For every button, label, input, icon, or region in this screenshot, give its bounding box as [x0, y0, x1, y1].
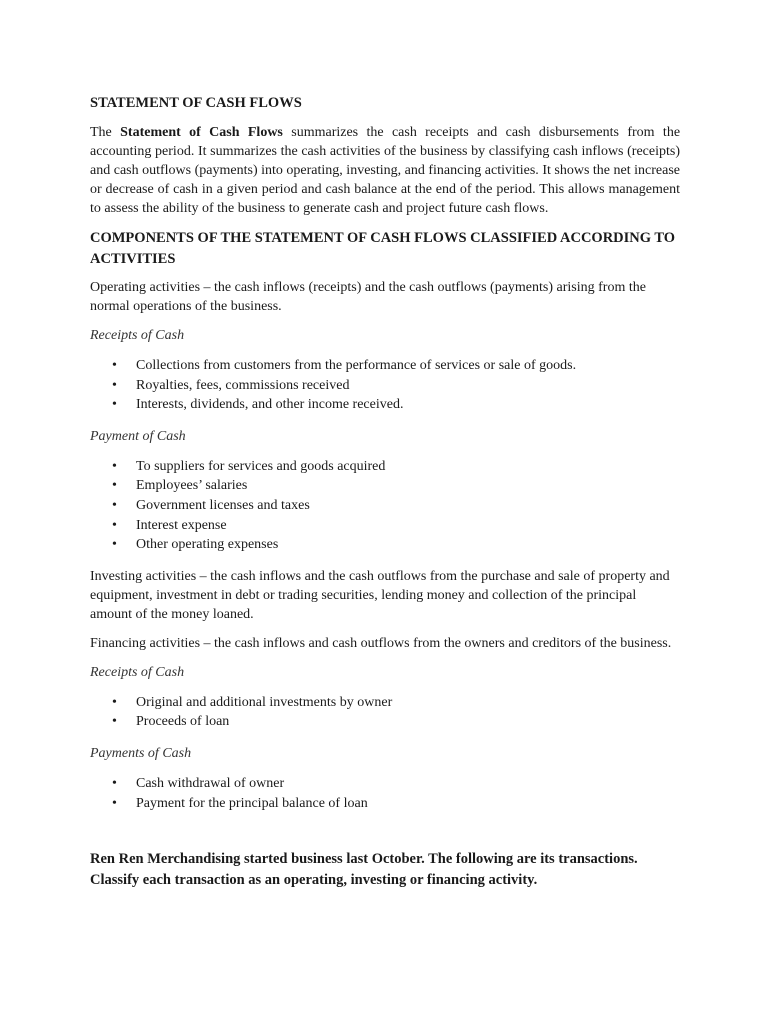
bullet-icon: •: [112, 458, 117, 474]
investing-paragraph: Investing activities – the cash inflows and the cash outflows from the purchase and sale of property and equipment, investment in debt or trading securities, lending money and collection of the principal amount of the money loaned.: [90, 568, 670, 622]
list-item: • Interest expense: [90, 516, 680, 536]
list-item: • Other operating expenses: [90, 535, 680, 555]
financing-payments-label: Payments of Cash: [90, 745, 192, 761]
intro-lead: The: [90, 125, 121, 140]
operating-receipts-label: Receipts of Cash: [90, 328, 185, 343]
operating-paragraph: Operating activities – the cash inflows (receipts) and the cash outflows (payments) arising from the normal operations of the business.: [90, 280, 646, 314]
list-item: • Payment for the principal balance of loan: [90, 794, 680, 814]
list-item: • Collections from customers from the performance of services or sale of goods.: [90, 356, 680, 376]
intro-term: Statement of Cash Flows: [120, 125, 283, 140]
bullet-icon: •: [112, 397, 117, 413]
financing-paragraph: Financing activities – the cash inflows and cash outflows from the owners and creditors of the business.: [90, 635, 672, 651]
bullet-icon: •: [112, 478, 117, 494]
closing-instruction: Ren Ren Merchandising started business last October. The following are its transactions. Classify each transaction as an operating, investing or financing activity.: [90, 851, 638, 889]
bullet-icon: •: [112, 795, 117, 811]
intro-rest: summarizes the cash receipts and cash disbursements from the accounting period. It summarizes the cash activities of the business by classifying cash inflows (receipts) and cash outflows (payments) into operating, investing, and financing activities. It shows the net increase or decrease of cash in a given period and cash balance at the end of the period. This allows management to assess the ability of the business to generate cash and project future cash flows.: [90, 125, 681, 216]
bullet-icon: •: [112, 497, 117, 513]
bullet-icon: •: [112, 537, 117, 553]
bullet-icon: •: [112, 694, 117, 710]
bullet-icon: •: [112, 517, 117, 533]
document-title: STATEMENT OF CASH FLOWS: [90, 95, 302, 111]
intro-paragraph: [90, 123, 680, 218]
operating-payments-label: Payment of Cash: [90, 428, 186, 444]
operating-receipts-list: [90, 356, 680, 415]
list-item: • Cash withdrawal of owner: [90, 774, 680, 794]
bullet-icon: •: [112, 714, 117, 730]
bullet-icon: •: [112, 358, 117, 373]
list-item: • To suppliers for services and goods acquired: [90, 457, 680, 477]
list-item: • Original and additional investments by owner: [90, 693, 680, 713]
components-heading: COMPONENTS OF THE STATEMENT OF CASH FLOWS CLASSIFIED ACCORDING TO ACTIVITIES: [90, 230, 676, 267]
operating-payments-list: [90, 457, 680, 555]
list-item: • Government licenses and taxes: [90, 496, 680, 516]
list-item: • Proceeds of loan: [90, 712, 680, 732]
list-item: • Employees’ salaries: [90, 476, 680, 496]
list-item: • Royalties, fees, commissions received: [90, 376, 680, 396]
bullet-icon: •: [112, 377, 117, 393]
financing-receipts-list: [90, 693, 680, 732]
bullet-icon: •: [112, 775, 117, 791]
financing-payments-list: [90, 774, 680, 813]
list-item: • Interests, dividends, and other income received.: [90, 395, 680, 415]
financing-receipts-label: Receipts of Cash: [90, 664, 185, 680]
